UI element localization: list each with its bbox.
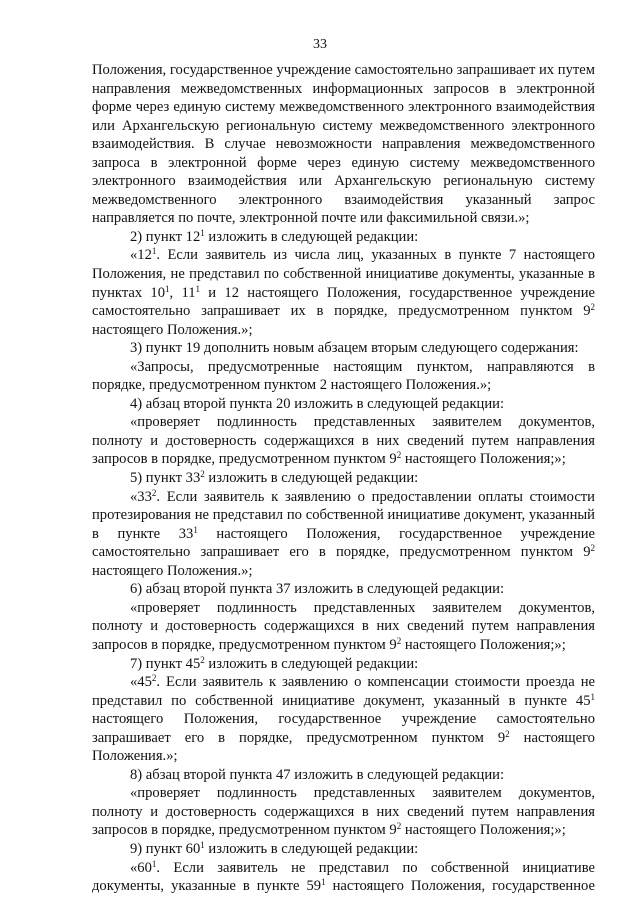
paragraph-text: 7) пункт 45 xyxy=(130,655,201,672)
superscript-index: 2 xyxy=(200,469,205,480)
paragraph-text: настоящего Положения, государственное xyxy=(325,878,595,895)
paragraph-text: «60 xyxy=(130,859,152,876)
superscript-index: 2 xyxy=(200,654,205,665)
paragraph-text: настоящего Положения, государственное учреждение самостоятельно запрашивает его в порядке, предусмотренном пунктом 9 xyxy=(92,711,595,746)
paragraph-text: настоящего Положения;»; xyxy=(401,451,566,468)
superscript-index: 2 xyxy=(151,673,157,684)
paragraph-text: 3) пункт 19 дополнить новым абзацем вторым следующего содержания: xyxy=(130,340,579,357)
paragraph-text: изложить в следующей редакции: xyxy=(204,655,419,672)
paragraph-text: . Если заявитель к заявлению о предоставлении оплаты стоимости протезирования не представил по собственной инициативе документ, указанный в пункте 33 xyxy=(92,488,595,542)
paragraph xyxy=(92,655,595,674)
superscript-index: 1 xyxy=(200,227,205,238)
paragraph-text: и 12 настоящего Положения, государственное учреждение самостоятельно запрашивает их в порядке, предусмотренном пунктом 9 xyxy=(92,284,595,320)
paragraph xyxy=(92,339,595,358)
paragraph xyxy=(92,766,595,785)
paragraph xyxy=(92,580,595,599)
superscript-index: 2 xyxy=(151,487,157,498)
paragraph-text: , 11 xyxy=(169,284,196,301)
superscript-index: 1 xyxy=(165,283,170,294)
paragraph xyxy=(92,469,595,488)
superscript-index: 2 xyxy=(590,302,595,313)
superscript-index: 2 xyxy=(396,450,402,461)
paragraph-text: настоящего Положения, государственное учреждение самостоятельно запрашивает его в порядке, предусмотренном пунктом 9 xyxy=(92,525,595,561)
paragraph-text: «Запросы, предусмотренные настоящим пунктом, направляются в порядке, предусмотренном пунктом 2 настоящего Положения.»; xyxy=(92,358,595,394)
superscript-index: 2 xyxy=(505,728,510,739)
paragraph-text: «проверяет подлинность представленных заявителем документов, полноту и достоверность содержащихся в них сведений путем направления запросов в порядке, предусмотренном пунктом 9 xyxy=(92,414,595,468)
paragraph xyxy=(92,61,595,228)
paragraph-text: «проверяет подлинность представленных заявителем документов, полноту и достоверность содержащихся в них сведений путем направления запросов в порядке, предусмотренном пунктом 9 xyxy=(92,599,595,653)
paragraph-text: «45 xyxy=(130,674,152,691)
superscript-index: 1 xyxy=(193,524,198,535)
paragraph-text: «33 xyxy=(130,488,152,505)
superscript-index: 2 xyxy=(590,543,595,554)
paragraph-text: «12 xyxy=(130,247,152,264)
paragraph-text: настоящего Положения;»; xyxy=(401,822,566,839)
superscript-index: 1 xyxy=(151,246,157,257)
superscript-index: 1 xyxy=(590,691,595,702)
paragraph-text: изложить в следующей редакции: xyxy=(204,470,419,487)
paragraph xyxy=(92,413,595,469)
paragraph xyxy=(92,358,595,395)
paragraph-text: Положения, государственное учреждение самостоятельно запрашивает их путем направления межведомственных информационных запросов в электронной форме через единую систему межведомственного электронного взаимодействия или Архангельскую региональную систему межведомственного электронного взаимодействия. В случае невозможности направления межведомственного запроса в электронной форме через единую систему межведомственного электронного взаимодействия или Архангельскую региональную систему межведомственного электронного взаимодействия указанный запрос направляется по почте, электронной почте или факсимильной связи.»; xyxy=(92,62,595,227)
paragraph-text: 4) абзац второй пункта 20 изложить в следующей редакции: xyxy=(130,395,505,412)
paragraph xyxy=(92,599,595,655)
paragraph-text: настоящего Положения.»; xyxy=(92,729,595,765)
paragraph-text: изложить в следующей редакции: xyxy=(204,840,419,857)
paragraph xyxy=(92,395,595,414)
paragraph-text: 5) пункт 33 xyxy=(130,470,201,487)
paragraph-text: 2) пункт 12 xyxy=(130,228,201,245)
paragraph xyxy=(92,840,595,859)
paragraph xyxy=(92,673,595,766)
superscript-index: 1 xyxy=(321,877,326,888)
document-body xyxy=(92,61,595,896)
paragraph-text: настоящего Положения.»; xyxy=(92,321,253,338)
paragraph-text: настоящего Положения.»; xyxy=(92,562,253,579)
paragraph-text: «проверяет подлинность представленных заявителем документов, полноту и достоверность содержащихся в них сведений путем направления запросов в порядке, предусмотренном пунктом 9 xyxy=(92,785,595,839)
paragraph-text: . Если заявитель к заявлению о компенсации стоимости проезда не представил по собственной инициативе документ, указанный в пункте 45 xyxy=(92,674,595,709)
paragraph-text: 6) абзац второй пункта 37 изложить в следующей редакции: xyxy=(130,581,505,598)
paragraph xyxy=(92,246,595,339)
paragraph xyxy=(92,228,595,247)
paragraph-text: 8) абзац второй пункта 47 изложить в следующей редакции: xyxy=(130,766,505,783)
paragraph xyxy=(92,859,595,896)
superscript-index: 1 xyxy=(151,858,157,869)
paragraph-text: изложить в следующей редакции: xyxy=(204,228,419,245)
superscript-index: 2 xyxy=(396,635,402,646)
paragraph-text: 9) пункт 60 xyxy=(130,840,201,857)
paragraph xyxy=(92,784,595,840)
superscript-index: 2 xyxy=(396,821,402,832)
superscript-index: 1 xyxy=(195,283,201,294)
superscript-index: 1 xyxy=(200,839,205,850)
page-number: 33 xyxy=(313,37,327,52)
paragraph-text: . Если заявитель из числа лиц, указанных в пункте 7 настоящего Положения, не представил по собственной инициативе документы, указанные в пунктах 10 xyxy=(92,247,595,301)
paragraph-text: . Если заявитель не представил по собственной инициативе документы, указанные в пункте 59 xyxy=(92,859,595,895)
paragraph xyxy=(92,488,595,581)
paragraph-text: настоящего Положения;»; xyxy=(401,636,566,653)
